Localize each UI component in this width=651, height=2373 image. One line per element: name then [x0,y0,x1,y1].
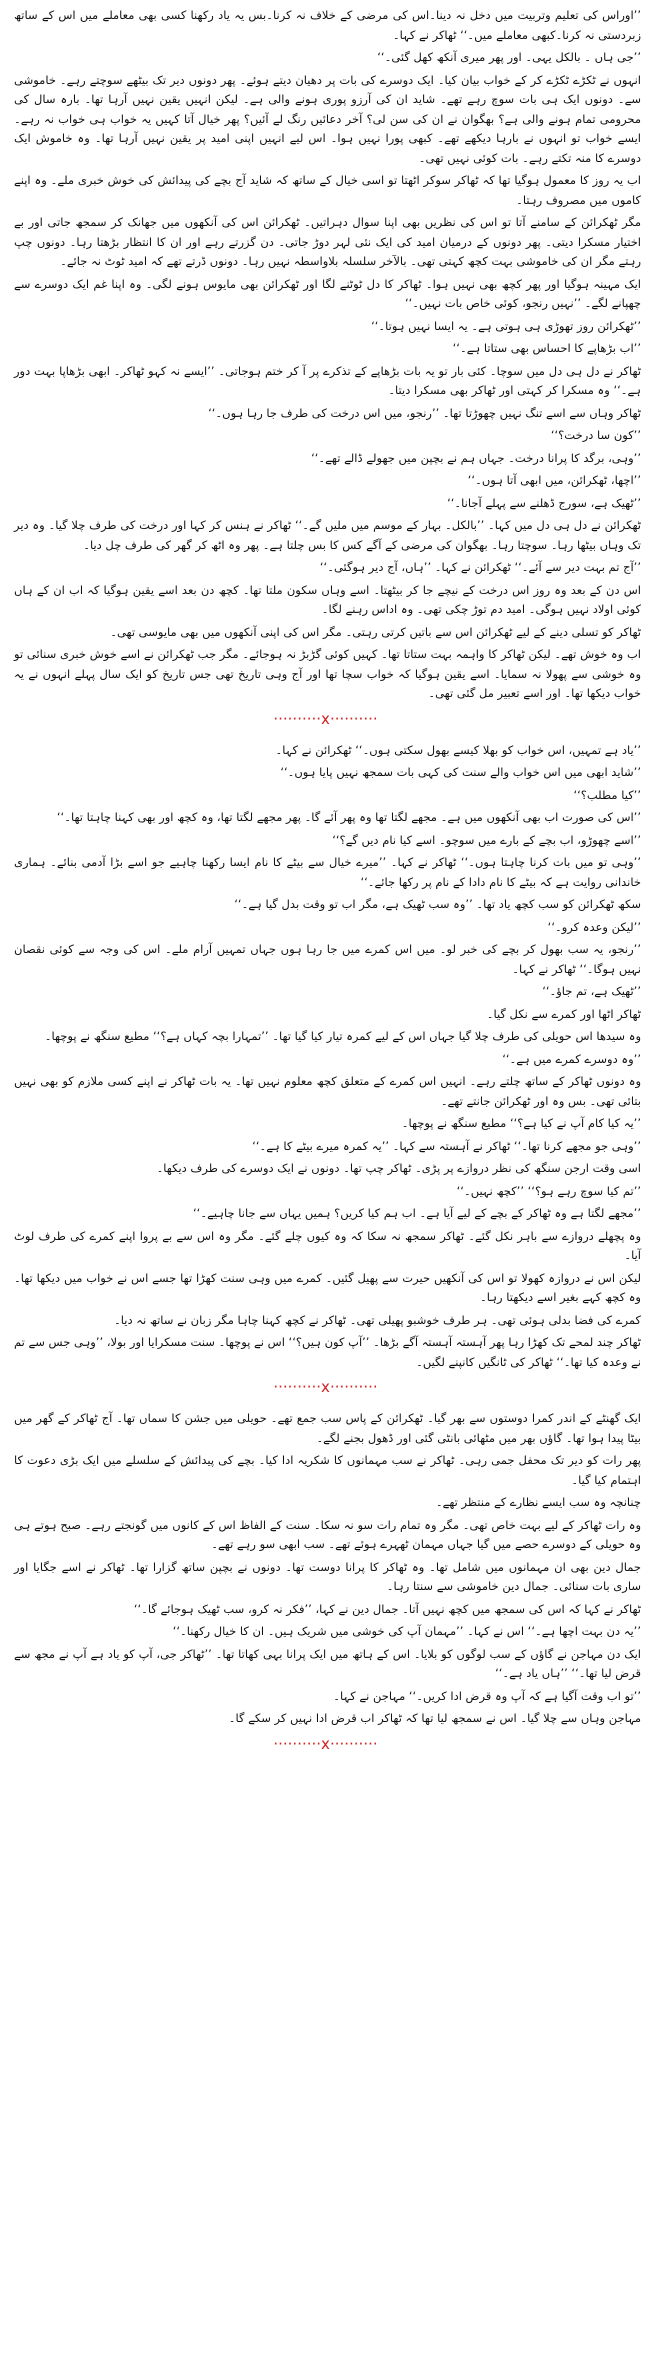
paragraph: وہ پچھلے دروازے سے باہر نکل گئے۔ ٹھاکر سمجھ نہ سکا کہ وہ کیوں چلے گئے۔ مگر وہ اس سے بے پروا اپنے کمرے کی طرف لوٹ آیا۔ [14,1228,641,1262]
section-separator [0,1375,651,1399]
paragraph: ’’وہی تو میں بات کرنا چاہتا ہوں۔‘‘ ٹھاکر نے کہا۔ ’’میرے خیال سے بیٹے کا نام ایسا رکھنا چاہیے جو اسے بڑا آدمی بنائے۔ ہماری خاندانی روایت ہے کہ بیٹے کا نام دادا کے نام پر رکھا جائے۔‘‘ [14,855,641,889]
paragraph: جمال دین بھی ان مہمانوں میں شامل تھا۔ وہ ٹھاکر کا پرانا دوست تھا۔ دونوں نے بچپن ساتھ گزارا تھا۔ ٹھاکر نے اسے جگایا اور ساری بات سنائی۔ جمال دین خاموشی سے سنتا رہا۔ [14,1559,641,1593]
paragraph: اب وہ خوش تھے۔ لیکن ٹھاکر کا واہمہ بہت ستاتا تھا۔ کہیں کوئی گڑبڑ نہ ہوجائے۔ مگر جب ٹھکرائن نے اسے خوش خبری سنائی تو وہ خوشی سے پھولا نہ سمایا۔ اسے یقین ہوگیا کہ خواب سچا تھا اور آج وہی تاریخ تھی جس تاریخ کو ایک سال پہلے انہوں نے یہ خواب دیکھا تھا۔ اور اسے تعبیر مل گئی تھی۔ [14,647,641,700]
separator-dots-right: ·········· [329,1378,378,1396]
paragraph: انہوں نے ٹکڑے ٹکڑے کر کے خواب بیان کیا۔ ایک دوسرے کی بات پر دھیان دیتے ہوئے۔ پھر دونوں دیر تک بیٹھے سوچتے رہے۔ خاموشی سے۔ دونوں ایک ہی بات سوچ رہے تھے۔ شاید ان کی آرزو پوری ہونے والی ہے۔ لیکن انہیں یقین نہیں آرہا تھا۔ بارہ سال کی محرومی تمام ہونے والی ہے؟ بھگوان نے ان کی سن لی؟ آخر دعائیں رنگ لے آئیں؟ پھر خیال آتا کہیں یہ خواب ہی خواب نہ رہے۔ ایسے خواب تو انہوں نے بارہا دیکھے تھے۔ کبھی پورا نہیں ہوا۔ اس لیے انہیں اپنی امید پر یقین نہیں آرہا تھا۔ وہ خاموش ایک دوسرے کا منہ تکتے رہے۔ بات کوئی نہیں تھی۔ [14,72,641,165]
separator-dots-left: ·········· [273,709,322,728]
paragraph: ’’تو اب وقت آگیا ہے کہ آپ وہ قرض ادا کریں۔‘‘ مہاجن نے کہا۔ [333,1688,641,1703]
section-separator [0,1732,651,1756]
paragraph: چنانچہ وہ سب ایسے نظارے کے منتظر تھے۔ [435,1495,641,1509]
paragraph: اب یہ روز کا معمول ہوگیا تھا کہ ٹھاکر سوکر اٹھتا تو اسی خیال کے ساتھ کہ شاید آج بچے کی پیدائش کی خوش خبری ملے۔ وہ اپنے کاموں میں مصروف رہتا۔ [14,173,641,207]
paragraph: ’’رنجو، یہ سب بھول کر بچے کی خبر لو۔ میں اس کمرے میں جا رہا ہوں جہاں تمہیں آرام ملے۔ اس کی وجہ سے کوئی نقصان نہیں ہوگا۔‘‘ ٹھاکر نے کہا۔ [14,942,641,976]
paragraph: ’’وہ دوسرے کمرے میں ہے۔‘‘ [502,1051,641,1066]
paragraph: ٹھاکر اٹھا اور کمرے سے نکل گیا۔ [486,1006,641,1021]
paragraph: ایک دن مہاجن نے گاؤں کے سب لوگوں کو بلایا۔ اس کے ہاتھ میں ایک پرانا بہی کھاتا تھا۔ ’’ٹھاکر جی، آپ کو یاد ہے آپ نے مجھ سے قرض لیا تھا۔‘‘ ’’ہاں یاد ہے۔‘‘ [14,1646,641,1680]
paragraph: وہ رات ٹھاکر کے لیے بہت خاص تھی۔ مگر وہ تمام رات سو نہ سکا۔ سنت کے الفاظ اس کے کانوں میں گونجتے رہے۔ صبح ہوتے ہی وہ حویلی کے دوسرے حصے میں گیا جہاں مہمان ٹھہرے ہوئے تھے۔ سب ابھی سو رہے تھے۔ [14,1517,641,1551]
paragraph: ایک مہینہ ہوگیا اور پھر کچھ بھی نہیں ہوا۔ ٹھاکر کا دل ٹوٹنے لگا اور ٹھکرائن بھی مایوس ہونے لگی۔ وہ اپنا غم ایک دوسرے سے چھپانے لگے۔ ’’نہیں رنجو، کوئی خاص بات نہیں۔‘‘ [14,276,641,310]
story-section-1 [0,0,651,704]
paragraph: ’’کیا مطلب؟‘‘ [573,787,641,802]
paragraph: ’’یاد ہے تمہیں، اس خواب کو بھلا کیسے بھول سکتی ہوں۔‘‘ ٹھکرائن نے کہا۔ [275,742,641,757]
paragraph: ’’شاید ابھی میں اس خواب والے سنت کی کہی بات سمجھ نہیں پایا ہوں۔‘‘ [280,765,641,779]
paragraph: ’’وہی جو مجھے کرنا تھا۔‘‘ ٹھاکر نے آہستہ سے کہا۔ ’’یہ کمرہ میرے بیٹے کا ہے۔‘‘ [252,1138,641,1153]
paragraph: ’’اس کی صورت اب بھی آنکھوں میں ہے۔ مجھے لگتا تھا وہ پھر آئے گا۔ پھر مجھے لگتا تھا، وہ کچھ اور بھی کہنا چاہتا تھا۔‘‘ [56,810,641,824]
paragraph: ٹھاکر وہاں سے اسے تنگ نہیں چھوڑتا تھا۔ ’’رنجو، میں اس درخت کی طرف جا رہا ہوں۔‘‘ [208,405,641,420]
separator-mark: x [321,1378,330,1396]
story-section-3 [0,1403,651,1729]
separator-mark: x [321,709,330,728]
paragraph: ’’ٹھیک ہے، سورج ڈھلنے سے پہلے آجانا۔‘‘ [447,495,641,510]
paragraph: ٹھاکر چند لمحے تک کھڑا رہا پھر آہستہ آہستہ آگے بڑھا۔ ’’آپ کون ہیں؟‘‘ اس نے پوچھا۔ سنت مسکرایا اور بولا، ’’وہی جس سے تم نے وعدہ کیا تھا۔‘‘ ٹھاکر کی ٹانگیں کانپنے لگیں۔ [14,1335,641,1369]
paragraph: لیکن اس نے دروازہ کھولا تو اس کی آنکھیں حیرت سے پھیل گئیں۔ کمرے میں وہی سنت کھڑا تھا جسے اس نے خواب میں دیکھا تھا۔ وہ کچھ کہے بغیر اسے دیکھتا رہا۔ [14,1270,641,1304]
paragraph: ’’وہی، برگد کا پرانا درخت۔ جہاں ہم نے بچپن میں جھولے ڈالے تھے۔‘‘ [311,450,641,465]
separator-mark: x [321,1734,330,1753]
paragraph: کمرے کی فضا بدلی ہوئی تھی۔ ہر طرف خوشبو پھیلی تھی۔ ٹھاکر نے کچھ کہنا چاہا مگر زبان نے ساتھ نہ دیا۔ [114,1312,641,1327]
paragraph: ’’یہ دن بہت اچھا ہے۔‘‘ اس نے کہا۔ ’’مہمان آپ کی خوشی میں شریک ہیں۔ ان کا خیال رکھنا۔‘‘ [172,1624,641,1638]
paragraph: ’’آج تم بہت دیر سے آئے۔‘‘ ٹھکرائن نے کہا۔ ’’ہاں، آج دیر ہوگئی۔‘‘ [319,560,641,574]
paragraph: ’’جی ہاں ۔ بالکل یہی۔ اور پھر میری آنکھ کھل گئی۔‘‘ [377,50,641,64]
separator-dots-right: ·········· [329,709,378,728]
paragraph: مہاجن وہاں سے چلا گیا۔ اس نے سمجھ لیا تھا کہ ٹھاکر اب قرض ادا نہیں کر سکے گا۔ [228,1711,641,1725]
paragraph: ٹھکرائن نے دل ہی دل میں کہا۔ ’’بالکل۔ بہار کے موسم میں ملیں گے۔‘‘ ٹھاکر نے ہنس کر کہا اور درخت کی طرف چلا گیا۔ وہ دیر تک وہاں بیٹھا رہا۔ سوچتا رہا۔ بھگوان کی مرضی کے آگے کس کا بس چلتا ہے۔ پھر وہ اٹھ کر گھر کی طرف چل دیا۔ [14,518,641,552]
separator-dots-left: ·········· [273,1378,322,1396]
paragraph: ’’کون سا درخت؟‘‘ [550,428,641,442]
paragraph: ٹھاکر نے دل ہی دل میں سوچا۔ کئی بار تو یہ بات بڑھاپے کے تذکرے پر آ کر ختم ہوجاتی۔ ’’ایسے نہ کہو ٹھاکر۔ ابھی بڑھاپا بہت دور ہے۔‘‘ وہ مسکرا کر کہتی اور ٹھاکر بھی مسکرا دیتا۔ [14,363,641,397]
paragraph: ’’ٹھیک ہے، تم جاؤ۔‘‘ [542,984,641,998]
story-section-2 [0,735,651,1373]
paragraph: اس دن کے بعد وہ روز اس درخت کے نیچے جا کر بیٹھتا۔ اسے وہاں سکون ملتا تھا۔ کچھ دن بعد اسے یقین ہوگیا کہ اب ان کے ہاں کوئی اولاد نہیں ہوگی۔ امید دم توڑ چکی تھی۔ وہ اداس رہنے لگا۔ [14,582,641,616]
separator-dots-left: ·········· [273,1734,322,1753]
section-separator [0,707,651,731]
paragraph: وہ سیدھا اس حویلی کی طرف چلا گیا جہاں اس کے لیے کمرہ تیار کیا گیا تھا۔ ’’تمہارا بچہ کہاں ہے؟‘‘ مطیع سنگھ نے پوچھا۔ [44,1029,641,1043]
paragraph: ٹھاکر نے کہا کہ اس کی سمجھ میں کچھ نہیں آتا۔ جمال دین نے کہا، ’’فکر نہ کرو، سب ٹھیک ہوجائے گا۔‘‘ [133,1601,641,1616]
paragraph: ’’اب بڑھاپے کا احساس بھی ستاتا ہے۔‘‘ [452,341,641,355]
separator-dots-right: ·········· [329,1734,378,1753]
paragraph: ایک گھنٹے کے اندر کمرا دوستوں سے بھر گیا۔ ٹھکرائن کے پاس سب جمع تھے۔ حویلی میں جشن کا سماں تھا۔ آج ٹھاکر کے گھر میں بیٹا پیدا ہوا تھا۔ گاؤں بھر میں مٹھائی بانٹی گئی اور ڈھول بجنے لگے۔ [14,1411,641,1445]
paragraph: ’’یہ کیا کام آپ نے کیا ہے؟‘‘ مطیع سنگھ نے پوچھا۔ [401,1116,641,1130]
paragraph: وہ دونوں ٹھاکر کے ساتھ چلتے رہے۔ انہیں اس کمرے کے متعلق کچھ معلوم نہیں تھا۔ یہ بات ٹھاکر نے اپنے کسی ملازم کو بھی نہیں بتائی تھی۔ بس وہ اور ٹھکرائن جانتے تھے۔ [14,1074,641,1108]
paragraph: ’’اوراس کی تعلیم وتربیت میں دخل نہ دینا۔اس کی مرضی کے خلاف نہ کرنا۔بس یہ یاد رکھنا کسی بھی معاملے میں اس کے ساتھ زبردستی نہ کرنا۔کبھی معاملے میں۔‘‘ ٹھاکر نے کہا۔ [14,8,641,42]
paragraph: پھر رات کو دیر تک محفل جمی رہی۔ ٹھاکر نے سب مہمانوں کا شکریہ ادا کیا۔ بچے کی پیدائش کے سلسلے میں ایک بڑی دعوت کا اہتمام کیا گیا۔ [14,1453,641,1487]
paragraph: ’’لیکن وعدہ کرو۔‘‘ [547,919,641,934]
paragraph: ’’اچھا، ٹھکرائن، میں ابھی آتا ہوں۔‘‘ [467,473,641,487]
paragraph: ’’تم کیا سوچ رہے ہو؟‘‘ ’’کچھ نہیں۔‘‘ [456,1183,641,1198]
paragraph: سکھ ٹھکرائن کو سب کچھ یاد تھا۔ ’’وہ سب ٹھیک ہے، مگر اب تو وقت بدل گیا ہے۔‘‘ [234,897,641,911]
paragraph: مگر ٹھکرائن کے سامنے آتا تو اس کی نظریں بھی اپنا سوال دہراتیں۔ ٹھکرائن اس کی آنکھوں میں جھانک کر سمجھ جاتی اور بے اختیار مسکرا دیتی۔ پھر دونوں کے درمیان امید کی ایک نئی لہر دوڑ جاتی۔ دن گزرتے رہے اور ان کا انتظار بڑھتا رہا۔ دونوں چپ رہتے مگر ان کی خاموشی بہت کچھ کہتی تھی۔ بالآخر سلسلہ بلاواسطہ نہیں رہا۔ دونوں ڈرتے تھے کہ امید ٹوٹ نہ جائے۔ [14,215,641,268]
paragraph: ’’ٹھکرائن روز تھوڑی ہی ہوتی ہے۔ یہ ایسا نہیں ہوتا۔‘‘ [371,318,641,333]
paragraph: ٹھاکر کو تسلی دینے کے لیے ٹھکرائن اس سے باتیں کرتی رہتی۔ مگر اس کی اپنی آنکھوں میں بھی مایوسی تھی۔ [110,624,641,639]
paragraph: اسی وقت ارجن سنگھ کی نظر دروازے پر پڑی۔ ٹھاکر چپ تھا۔ دونوں نے ایک دوسرے کی طرف دیکھا۔ [156,1161,641,1175]
paragraph: ’’مجھے لگتا ہے وہ ٹھاکر کے بچے کے لیے آیا ہے۔ اب ہم کیا کریں؟ ہمیں یہاں سے جانا چاہیے۔‘‘ [193,1206,641,1220]
paragraph: ’’اسے چھوڑو، اب بچے کے بارے میں سوچو۔ اسے کیا نام دیں گے؟‘‘ [332,832,641,847]
